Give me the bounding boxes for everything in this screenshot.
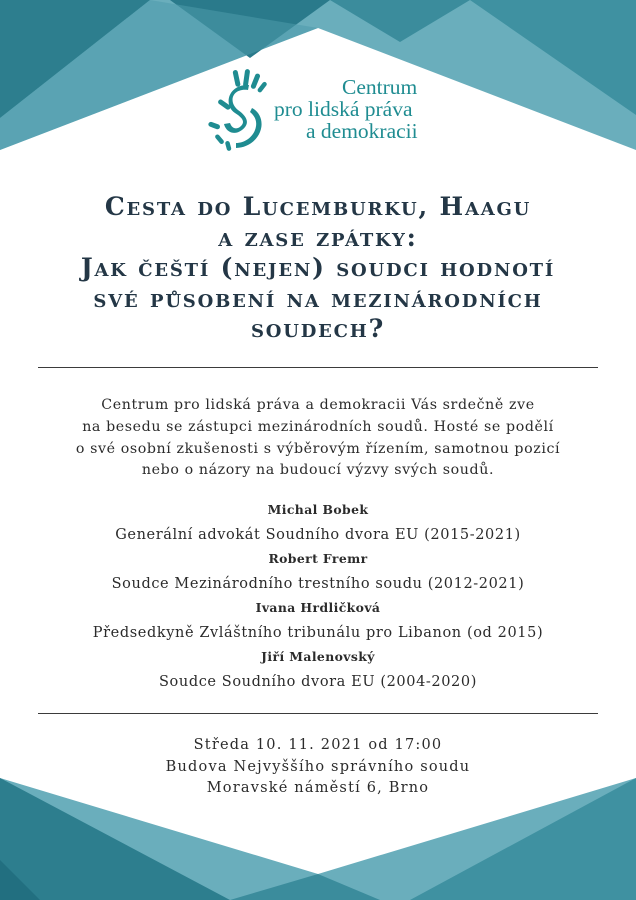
divider-bottom bbox=[38, 713, 598, 714]
organization-logo bbox=[208, 68, 448, 158]
intro-line-4: nebo o názory na budoucí výzvy svých soudů. bbox=[141, 462, 495, 479]
speaker-list bbox=[20, 498, 616, 694]
title-line-2: a zase zpátky: bbox=[218, 222, 418, 252]
logo-line-1: Centrum bbox=[342, 75, 418, 99]
speaker-role: Generální advokát Soudního dvora EU (2015-2021) bbox=[115, 527, 521, 543]
title-line-5: soudech? bbox=[250, 314, 386, 343]
speaker-role: Předsedkyně Zvláštního tribunálu pro Libanon (od 2015) bbox=[92, 625, 544, 641]
event-venue: Budova Nejvyššího správního soudu bbox=[165, 758, 471, 775]
title-line-1: Cesta do Lucemburku, Haagu bbox=[104, 192, 532, 221]
speaker-name: Robert Fremr bbox=[268, 551, 368, 566]
event-datetime: Středa 10. 11. 2021 od 17:00 bbox=[193, 737, 443, 753]
event-address: Moravské náměstí 6, Brno bbox=[206, 780, 430, 796]
logo-line-2: pro lidská práva bbox=[274, 97, 413, 121]
title-line-3: Jak čeští (nejen) soudci hodnotí bbox=[80, 253, 556, 282]
speaker-name: Michal Bobek bbox=[267, 502, 369, 517]
invitation-text bbox=[20, 395, 616, 482]
event-title bbox=[20, 192, 616, 345]
divider-top bbox=[38, 367, 598, 368]
intro-line-2: na besedu se zástupci mezinárodních soudů. Hosté se podělí bbox=[82, 418, 554, 435]
title-line-4: své působení na mezinárodních bbox=[93, 283, 543, 313]
speaker-name: Ivana Hrdličková bbox=[255, 600, 381, 615]
intro-line-1: Centrum pro lidská práva a demokracii Vás srdečně zve bbox=[101, 397, 535, 413]
logo-wordmark bbox=[274, 76, 418, 142]
logo-line-3: a demokracii bbox=[306, 119, 418, 143]
speaker-role: Soudce Soudního dvora EU (2004-2020) bbox=[159, 674, 477, 690]
event-details bbox=[20, 735, 616, 800]
hand-print-icon bbox=[208, 68, 274, 154]
speaker-role: Soudce Mezinárodního trestního soudu (2012-2021) bbox=[111, 576, 525, 592]
speaker-name: Jiří Malenovský bbox=[261, 649, 375, 664]
intro-line-3: o své osobní zkušenosti s výběrovým řízením, samotnou pozicí bbox=[75, 440, 561, 457]
